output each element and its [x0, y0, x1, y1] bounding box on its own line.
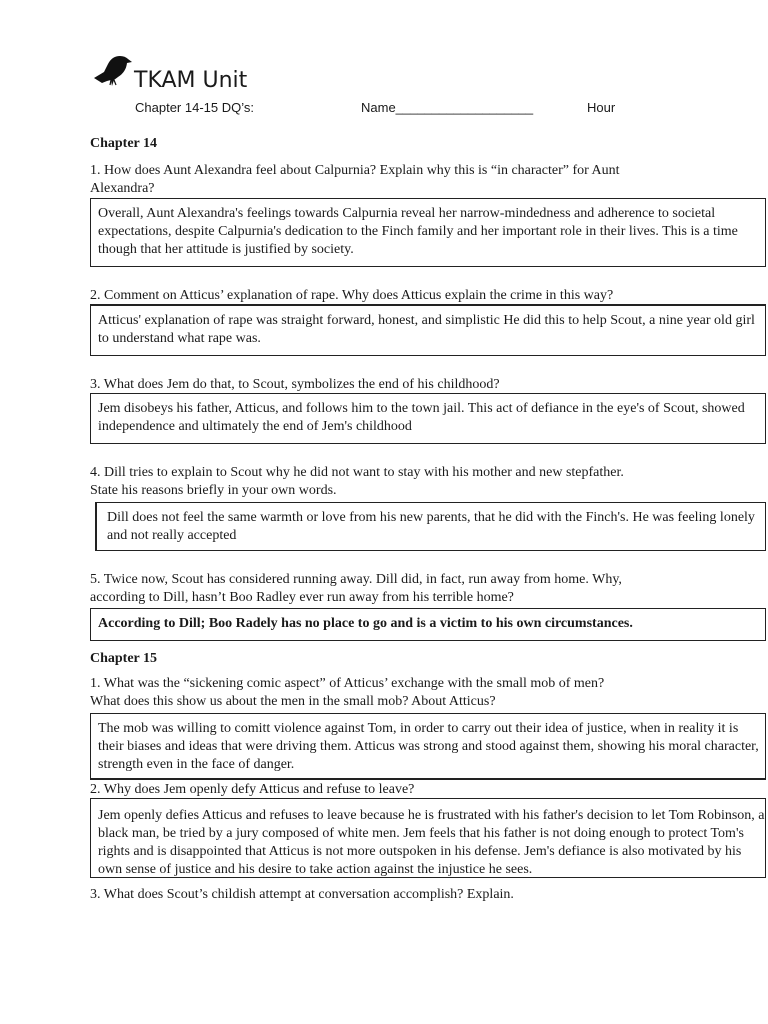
ch15-answer-1: The mob was willing to comitt violence against Tom, in order to carry out their idea of justice, when in reality it is their biases and ideas that were driving them. Atticus was strong and stood against them, showing his moral character, strength even in the face of danger.	[90, 713, 766, 780]
chapter-15-heading: Chapter 15	[90, 651, 158, 666]
question-line: Alexandra?	[90, 181, 155, 196]
ch15-question-1	[90, 675, 710, 711]
ch14-question-5	[90, 571, 710, 607]
ch14-answer-4: Dill does not feel the same warmth or love from his new parents, that he did with the Finch's. He was feeling lonely and not really accepted	[95, 502, 766, 551]
hour-label: Hour	[587, 100, 616, 115]
crow-icon	[92, 50, 132, 86]
question-line: 1. How does Aunt Alexandra feel about Calpurnia? Explain why this is “in character” for Aunt	[90, 163, 620, 178]
ch14-answer-5: According to Dill; Boo Radely has no place to go and is a victim to his own circumstances.	[90, 608, 766, 641]
ch14-answer-2: Atticus' explanation of rape was straight forward, honest, and simplistic He did this to help Scout, a nine year old girl to understand what rape was.	[90, 304, 766, 356]
question-line: What does this show us about the men in the small mob? About Atticus?	[90, 694, 496, 709]
ch14-answer-3: Jem disobeys his father, Atticus, and follows him to the town jail. This act of defiance in the eye's of Scout, showed independence and ultimately the end of Jem's childhood	[90, 393, 766, 444]
question-line: 4. Dill tries to explain to Scout why he did not want to stay with his mother and new stepfather.	[90, 465, 624, 480]
ch15-answer-2: Jem openly defies Atticus and refuses to leave because he is frustrated with his father's decision to let Tom Robinson, a black man, be tried by a jury composed of white men. Jem feels that his father is not doing enough to protect Tom's rights and is disappointed that Atticus is not more outspoken in his defense. Jem's defiance is also motivated by his own sense of justice and his desire to take action against the injustice he sees.	[90, 798, 766, 878]
question-line: 1. What was the “sickening comic aspect” of Atticus’ exchange with the small mob of men?	[90, 676, 605, 691]
ch14-question-2: 2. Comment on Atticus’ explanation of rape. Why does Atticus explain the crime in this way?	[90, 288, 614, 303]
ch15-question-2: 2. Why does Jem openly defy Atticus and refuse to leave?	[90, 782, 415, 797]
dq-label: Chapter 14-15 DQ’s:	[135, 100, 254, 115]
ch15-question-3: 3. What does Scout’s childish attempt at conversation accomplish? Explain.	[90, 887, 514, 902]
question-line: according to Dill, hasn’t Boo Radley ever run away from his terrible home?	[90, 590, 514, 605]
name-field: Name___________________	[361, 100, 534, 115]
page-title: TKAM Unit	[134, 68, 248, 93]
ch14-question-3: 3. What does Jem do that, to Scout, symbolizes the end of his childhood?	[90, 377, 500, 392]
question-line: State his reasons briefly in your own words.	[90, 483, 337, 498]
chapter-14-heading: Chapter 14	[90, 136, 158, 151]
ch14-question-1	[90, 162, 710, 198]
ch14-answer-1: Overall, Aunt Alexandra's feelings towards Calpurnia reveal her narrow-mindedness and adherence to societal expectations, despite Calpurnia's dedication to the Finch family and her important role in their lives. This is a time though that her attitude is justified by society.	[90, 198, 766, 267]
ch14-question-4	[90, 464, 710, 500]
question-line: 5. Twice now, Scout has considered running away. Dill did, in fact, run away from home. Why,	[90, 572, 622, 587]
